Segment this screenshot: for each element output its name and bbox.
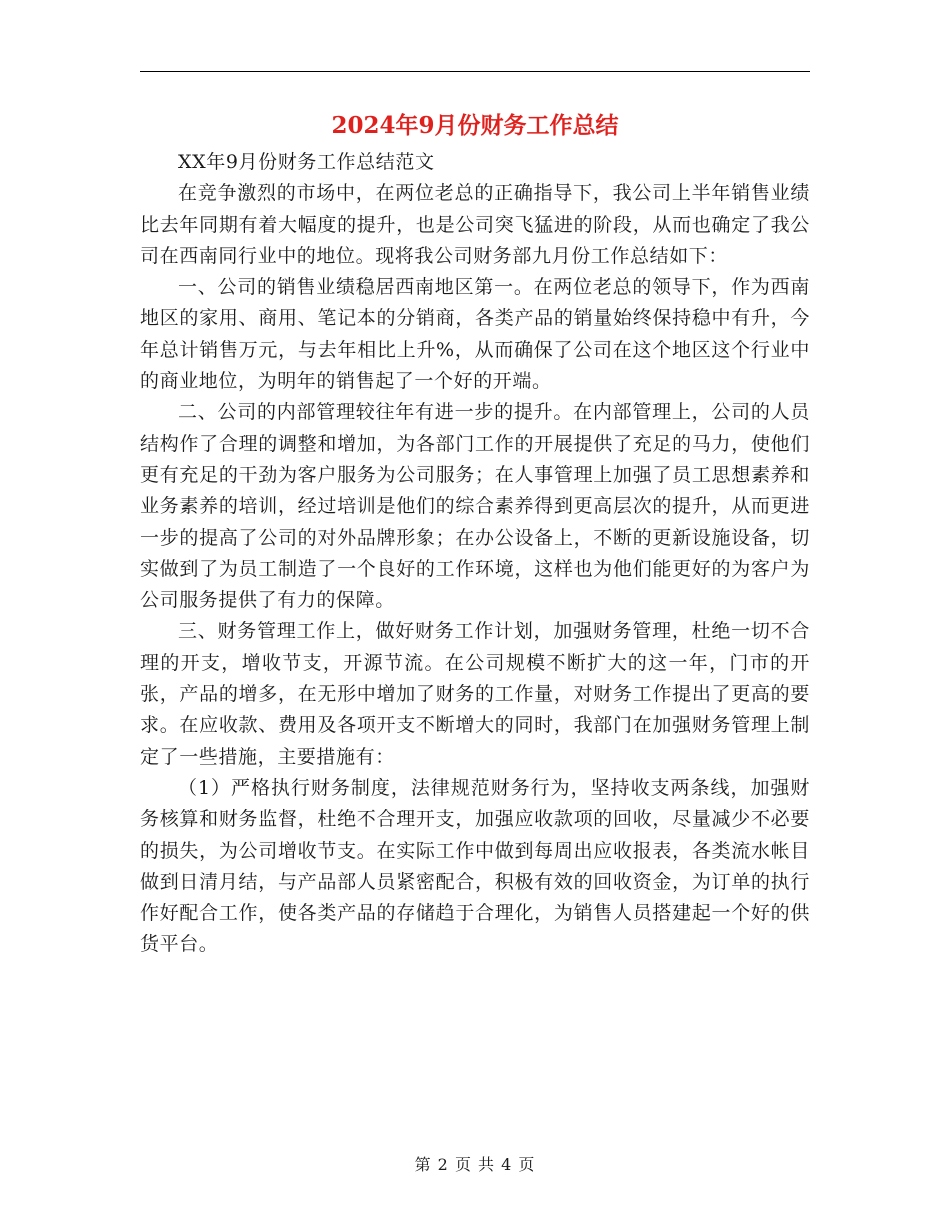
page-number: 第 2 页 共 4 页 [414,1155,536,1174]
header-rule [140,71,810,72]
section-two-paragraph: 二、公司的内部管理较往年有进一步的提升。在内部管理上，公司的人员结构作了合理的调整和增加，为各部门工作的开展提供了充足的马力，使他们更有充足的干劲为客户服务为公司服务；在人事管理上加强了员工思想素养和业务素养的培训，经过培训是他们的综合素养得到更高层次的提升，从而更进一步的提高了公司的对外品牌形象；在办公设备上，不断的更新设施设备，切实做到了为员工制造了一个良好的工作环境，这样也为他们能更好的为客户为公司服务提供了有力的保障。 [140,401,810,612]
intro-paragraph: 在竞争激烈的市场中，在两位老总的正确指导下，我公司上半年销售业绩比去年同期有着大幅度的提升，也是公司突飞猛进的阶段，从而也确定了我公司在西南同行业中的地位。现将我公司财务部九月份工作总结如下： [140,182,810,267]
document-body [140,147,810,961]
section-one-paragraph: 一、公司的销售业绩稳居西南地区第一。在两位老总的领导下，作为西南地区的家用、商用、笔记本的分销商，各类产品的销量始终保持稳中有升，今年总计销售万元，与去年相比上升%，从而确保了公司在这个地区这个行业中的商业地位，为明年的销售起了一个好的开端。 [140,276,810,393]
document-title: 2024年9月份财务工作总结 [331,112,619,139]
section-three-paragraph: 三、财务管理工作上，做好财务工作计划，加强财务管理，杜绝一切不合理的开支，增收节支，开源节流。在公司规模不断扩大的这一年，门市的开张，产品的增多，在无形中增加了财务的工作量，对财务工作提出了更高的要求。在应收款、费用及各项开支不断增大的同时，我部门在加强财务管理上制定了一些措施，主要措施有： [140,620,810,768]
measure-one-paragraph: （1）严格执行财务制度，法律规范财务行为，坚持收支两条线，加强财务核算和财务监督，杜绝不合理开支，加强应收款项的回收，尽量减少不必要的损失，为公司增收节支。在实际工作中做到每周出应收报表，各类流水帐目做到日清月结，与产品部人员紧密配合，积极有效的回收资金，为订单的执行作好配合工作，使各类产品的存储趋于合理化，为销售人员搭建起一个好的供货平台。 [140,776,810,956]
subtitle-paragraph: XX年9月份财务工作总结范文 [178,151,435,173]
